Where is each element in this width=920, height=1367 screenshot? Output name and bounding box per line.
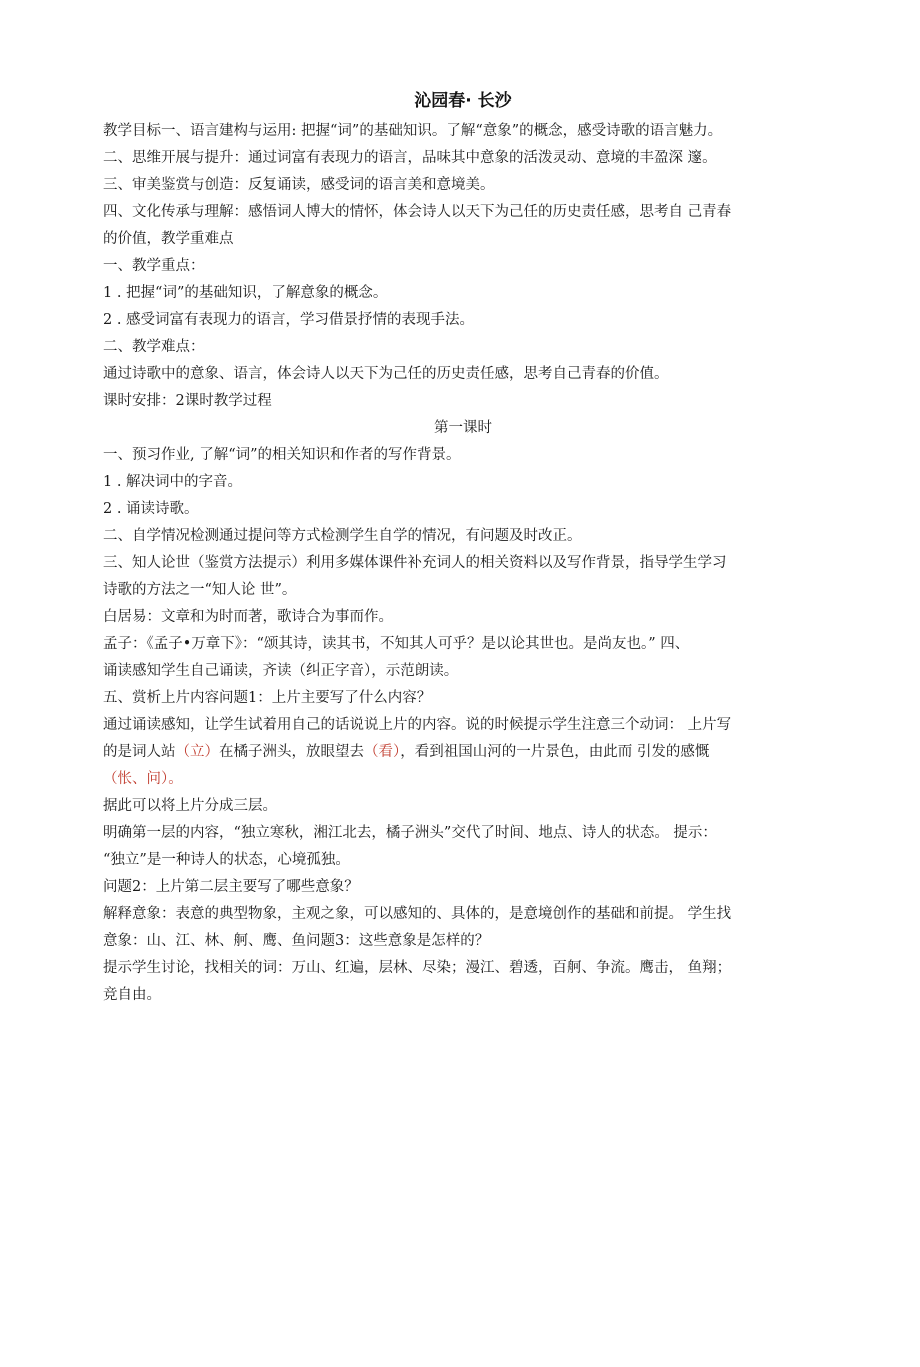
- reading-line: 诵读感知学生自己诵读，齐读（纠正字音），示范朗读。: [103, 663, 459, 679]
- process-line-2: 1 . 解决词中的字音。: [103, 474, 243, 490]
- layers-line: 据此可以将上片分成三层。: [103, 798, 277, 814]
- key-point-1: 1 . 把握“词”的基础知识，了解意象的概念。: [103, 285, 388, 301]
- key-point-2: 2 . 感受词富有表现力的语言，学习借景抒情的表现手法。: [103, 312, 475, 328]
- objective-line-4: 四、文化传承与理解：感悟词人博大的情怀，体会诗人以天下为己任的历史责任感，思考自 己青春: [103, 204, 732, 220]
- process-line-3: 2 . 诵读诗歌。: [103, 501, 199, 517]
- discussion-end-line: 竞自由。: [103, 987, 161, 1003]
- difficulty-text: 通过诗歌中的意象、语言，体会诗人以天下为己任的历史责任感，思考自己青春的价值。: [103, 366, 669, 382]
- difficulty-heading: 二、教学难点：: [103, 339, 205, 355]
- document-title: 沁园春· 长沙: [414, 91, 512, 111]
- objective-line-3: 三、审美鉴赏与创造：反复诵读，感受词的语言美和意境美。: [103, 177, 495, 193]
- process-line-5: 三、知人论世（鉴赏方法提示）利用多媒体课件补充词人的相关资料以及写作背景，指导学生学习: [103, 555, 727, 571]
- question-1-line: 五、赏析上片内容问题1：上片主要写了什么内容？: [103, 690, 432, 706]
- process-line-6: 诗歌的方法之一“知人论 世”。: [103, 582, 297, 598]
- verb-stand-highlight: （立）: [175, 744, 219, 760]
- process-line-1: 一、预习作业, 了解“词”的相关知识和作者的写作背景。: [103, 447, 461, 463]
- verb-ask-highlight: （怅、问）。: [103, 771, 183, 787]
- analysis-text-a: 的是词人站: [103, 744, 176, 760]
- analysis-line-2: [103, 739, 823, 766]
- analysis-text-c: 在橘子洲头，放眼望去: [219, 744, 364, 760]
- question-2-line: 问题2：上片第二层主要写了哪些意象？: [103, 879, 359, 895]
- analysis-line-3: [103, 766, 823, 793]
- imagery-list-line: 意象：山、江、林、舸、鹰、鱼问题3：这些意象是怎样的？: [103, 933, 490, 949]
- process-line-4: 二、自学情况检测通过提问等方式检测学生自学的情况，有问题及时改正。: [103, 528, 582, 544]
- discussion-line: 提示学生讨论，找相关的词：万山、红遍，层林、尽染；漫江、碧透，百舸、争流。鹰击， 鱼翔；: [103, 960, 732, 976]
- hint-line: “独立”是一种诗人的状态，心境孤独。: [103, 852, 350, 868]
- objective-line-5: 的价值，教学重难点: [103, 231, 234, 247]
- imagery-definition-line: 解释意象：表意的典型物象，主观之象，可以感知的、具体的，是意境创作的基础和前提。 学生找: [103, 906, 732, 922]
- analysis-line-1: 通过诵读感知，让学生试着用自己的话说说上片的内容。说的时候提示学生注意三个动词： 上片写: [103, 717, 732, 733]
- objective-line-1: 教学目标一、语言建构与运用: 把握“词”的基础知识。了解“意象”的概念，感受诗歌的语言魅力。: [103, 123, 723, 139]
- verb-look-highlight: （看）: [364, 744, 401, 760]
- quote-mencius: 孟子：《孟子•万章下》：“颂其诗，读其书，不知其人可乎？是以论其世也。是尚友也。” 四、: [103, 636, 690, 652]
- analysis-text-e: ，看到祖国山河的一片景色，由此而 引发的感慨: [400, 744, 710, 760]
- lesson-heading: 第一课时: [434, 420, 492, 436]
- schedule-line: 课时安排：2课时教学过程: [103, 393, 272, 409]
- key-points-heading: 一、教学重点：: [103, 258, 205, 274]
- document-page: [103, 88, 823, 1009]
- layer-1-line: 明确第一层的内容，“独立寒秋，湘江北去，橘子洲头”交代了时间、地点、诗人的状态。 提示：: [103, 825, 717, 841]
- objective-line-2: 二、思维开展与提升：通过词富有表现力的语言，品味其中意象的活泼灵动、意境的丰盈深 邃。: [103, 150, 717, 166]
- quote-bai-juyi: 白居易：文章和为时而著，歌诗合为事而作。: [103, 609, 393, 625]
